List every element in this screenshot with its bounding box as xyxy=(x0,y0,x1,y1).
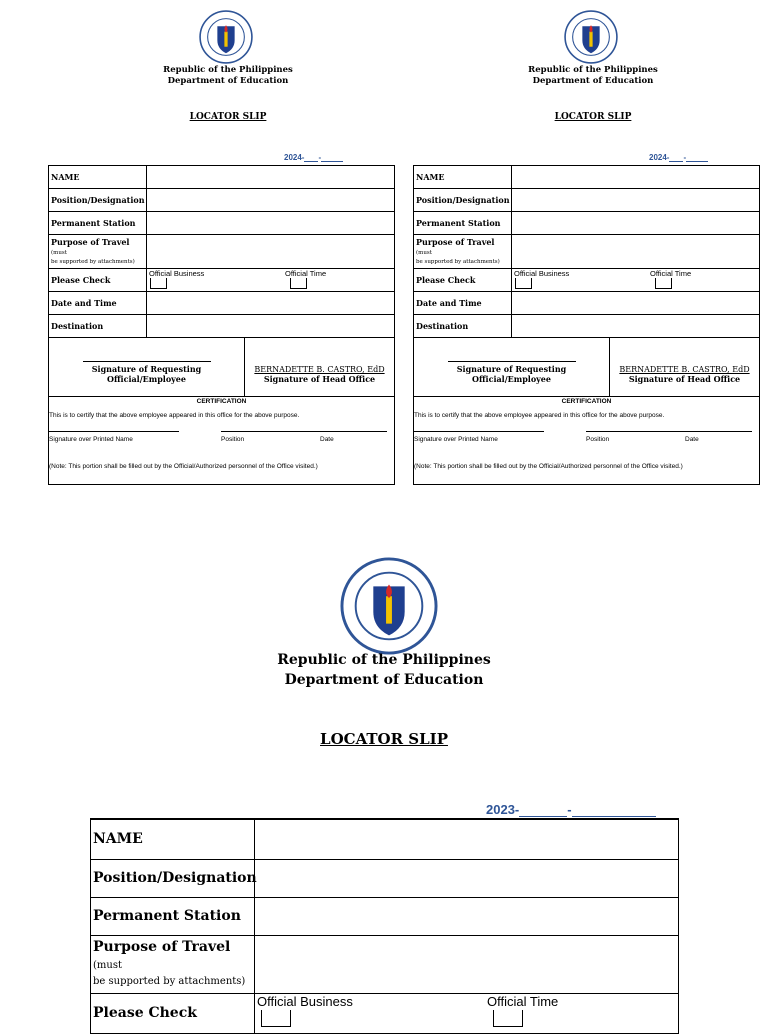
date-time-field[interactable] xyxy=(147,292,395,315)
destination-field[interactable] xyxy=(512,315,760,338)
purpose-note-2: be supported by attachments) xyxy=(51,258,135,265)
official-time-label: Official Time xyxy=(285,269,327,278)
slip-dash: - xyxy=(318,153,322,162)
locator-slip-title-large: LOCATOR SLIP xyxy=(320,730,448,748)
slip-dash: - xyxy=(683,153,687,162)
locator-slip-form-large xyxy=(90,818,679,1034)
purpose-text-large: Purpose of Travel xyxy=(93,938,231,955)
please-check-label: Please Check xyxy=(414,269,512,292)
position-label-cert: Position xyxy=(586,436,610,443)
requesting-signature-line xyxy=(83,361,211,362)
certification-note: (Note: This portion shall be filled out by the Official/Authorized personnel of the Office visited.) xyxy=(49,463,318,470)
purpose-note-2: be supported by attachments) xyxy=(416,258,500,265)
locator-slip-title: LOCATOR SLIP xyxy=(189,112,267,122)
official-time-checkbox[interactable] xyxy=(655,278,672,289)
official-business-checkbox[interactable] xyxy=(150,278,167,289)
certification-section xyxy=(414,397,760,485)
head-signature-label: Signature of Head Office xyxy=(263,374,376,384)
check-options-large xyxy=(255,993,679,1033)
official-time-checkbox[interactable] xyxy=(290,278,307,289)
station-label: Permanent Station xyxy=(49,212,147,235)
certification-heading: CERTIFICATION xyxy=(561,398,612,405)
printed-name-label: Signature over Printed Name xyxy=(414,436,498,443)
certification-section xyxy=(49,397,395,485)
purpose-field[interactable] xyxy=(147,235,395,269)
station-field[interactable] xyxy=(147,212,395,235)
purpose-text: Purpose of Travel xyxy=(51,237,130,248)
date-label-cert: Date xyxy=(320,436,334,443)
deped-seal-logo xyxy=(199,10,253,64)
position-label-cert: Position xyxy=(221,436,245,443)
date-time-label: Date and Time xyxy=(414,292,512,315)
certification-text: This is to certify that the above employee appeared in this office for the above purpose. xyxy=(414,412,665,419)
purpose-label xyxy=(414,235,512,269)
purpose-label xyxy=(49,235,147,269)
purpose-note-2-large: be supported by attachments) xyxy=(93,976,246,988)
destination-field[interactable] xyxy=(147,315,395,338)
station-label: Permanent Station xyxy=(414,212,512,235)
position-label: Position/Designation xyxy=(414,189,512,212)
department-text-large: Department of Education xyxy=(284,672,484,689)
position-date-line[interactable] xyxy=(586,431,752,432)
destination-label: Destination xyxy=(414,315,512,338)
station-label-large: Permanent Station xyxy=(91,897,255,935)
station-field[interactable] xyxy=(512,212,760,235)
certification-heading: CERTIFICATION xyxy=(196,398,247,405)
check-options xyxy=(512,269,760,292)
position-field[interactable] xyxy=(147,189,395,212)
deped-seal-logo-large xyxy=(340,557,438,655)
head-signature-label: Signature of Head Office xyxy=(628,374,741,384)
purpose-note: (must xyxy=(51,249,67,256)
slip-year: 2024- xyxy=(649,153,670,162)
name-field-large[interactable] xyxy=(255,819,679,859)
locator-slip-form xyxy=(413,165,760,485)
please-check-label-large: Please Check xyxy=(91,993,255,1033)
certification-signatures xyxy=(49,419,394,459)
official-business-label-large: Official Business xyxy=(257,993,353,1009)
republic-text: Republic of the Philippines xyxy=(528,65,658,75)
position-field[interactable] xyxy=(512,189,760,212)
slip-number-large xyxy=(486,802,656,817)
slip-year: 2024- xyxy=(284,153,305,162)
deped-seal-logo xyxy=(564,10,618,64)
republic-text: Republic of the Philippines xyxy=(163,65,293,75)
slip-year-large: 2023- xyxy=(486,802,520,817)
certification-note: (Note: This portion shall be filled out by the Official/Authorized personnel of the Office visited.) xyxy=(414,463,683,470)
purpose-label-large xyxy=(91,935,255,993)
official-time-label: Official Time xyxy=(650,269,692,278)
position-label-large: Position/Designation xyxy=(91,859,255,897)
name-label: NAME xyxy=(414,166,512,189)
position-field-large[interactable] xyxy=(255,859,679,897)
purpose-note: (must xyxy=(416,249,432,256)
position-label: Position/Designation xyxy=(49,189,147,212)
printed-name-line[interactable] xyxy=(49,431,179,432)
name-label: NAME xyxy=(49,166,147,189)
station-field-large[interactable] xyxy=(255,897,679,935)
certification-text: This is to certify that the above employee appeared in this office for the above purpose. xyxy=(49,412,300,419)
printed-name-line[interactable] xyxy=(414,431,544,432)
requesting-signature-cell[interactable] xyxy=(49,338,245,397)
head-name: BERNADETTE B. CASTRO, EdD xyxy=(619,365,750,374)
official-business-label: Official Business xyxy=(514,269,570,278)
department-text: Department of Education xyxy=(167,75,289,86)
slip-number xyxy=(649,153,708,162)
requesting-signature-label: Signature of Requesting Official/Employee xyxy=(456,364,567,384)
position-date-line[interactable] xyxy=(221,431,387,432)
please-check-label: Please Check xyxy=(49,269,147,292)
slip-number xyxy=(284,153,343,162)
check-options xyxy=(147,269,395,292)
requesting-signature-label: Signature of Requesting Official/Employee xyxy=(91,364,202,384)
date-time-label: Date and Time xyxy=(49,292,147,315)
name-field[interactable] xyxy=(147,166,395,189)
purpose-field-large[interactable] xyxy=(255,935,679,993)
requesting-signature-cell[interactable] xyxy=(414,338,610,397)
date-time-field[interactable] xyxy=(512,292,760,315)
department-text: Department of Education xyxy=(532,75,654,86)
head-signature-cell[interactable] xyxy=(245,338,395,397)
name-label-large: NAME xyxy=(91,819,255,859)
date-label-cert: Date xyxy=(685,436,699,443)
head-signature-cell[interactable] xyxy=(610,338,760,397)
requesting-signature-line xyxy=(448,361,576,362)
locator-slip-form xyxy=(48,165,395,485)
printed-name-label: Signature over Printed Name xyxy=(49,436,133,443)
purpose-field[interactable] xyxy=(512,235,760,269)
official-time-label-large: Official Time xyxy=(487,993,559,1009)
head-name: BERNADETTE B. CASTRO, EdD xyxy=(254,365,385,374)
certification-signatures xyxy=(414,419,759,459)
official-business-label: Official Business xyxy=(149,269,205,278)
purpose-note-large: (must xyxy=(93,959,122,971)
slip-dash-large: - xyxy=(567,802,572,817)
official-business-checkbox[interactable] xyxy=(515,278,532,289)
purpose-text: Purpose of Travel xyxy=(416,237,495,248)
name-field[interactable] xyxy=(512,166,760,189)
destination-label: Destination xyxy=(49,315,147,338)
republic-text-large: Republic of the Philippines xyxy=(277,652,491,668)
locator-slip-title: LOCATOR SLIP xyxy=(554,112,632,122)
